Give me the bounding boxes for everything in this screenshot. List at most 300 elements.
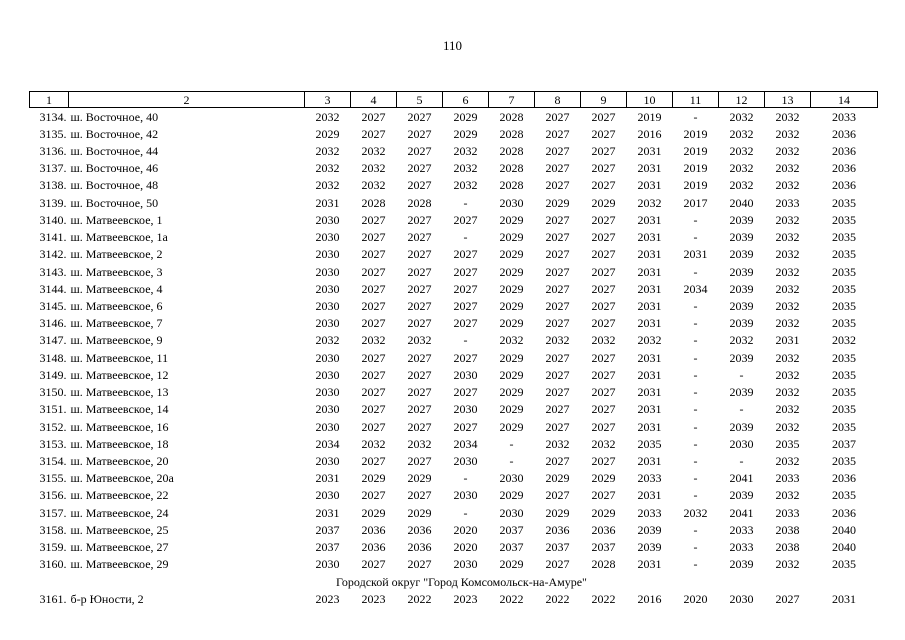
year-cell: 2035 [832, 385, 856, 400]
year-cell: 2039 [729, 557, 754, 572]
year-cell: - [693, 471, 698, 486]
table-row [30, 556, 878, 573]
year-cell: 2027 [407, 178, 432, 193]
year-cell: - [739, 367, 744, 382]
year-cell: 2029 [499, 419, 524, 434]
row-number: 3143. [39, 264, 67, 279]
row-number: 3145. [39, 299, 67, 314]
year-cell: 2032 [775, 299, 800, 314]
year-cell: 2032 [637, 333, 662, 348]
year-cell: 2032 [729, 109, 754, 124]
year-cell: 2022 [407, 591, 432, 606]
year-cell: 2027 [361, 264, 386, 279]
year-cell: 2031 [637, 299, 662, 314]
year-cell: 2027 [545, 316, 570, 331]
year-cell: 2029 [499, 402, 524, 417]
year-cell: 2035 [832, 557, 856, 572]
year-cell: 2032 [775, 212, 800, 227]
year-cell: 2033 [637, 505, 662, 520]
year-cell: 2027 [407, 453, 432, 468]
table-row [30, 142, 878, 159]
data-table [29, 91, 878, 607]
column-header: 1 [30, 92, 69, 108]
year-cell: 2022 [499, 591, 524, 606]
table-body [30, 108, 878, 608]
row-number: 3144. [39, 281, 67, 296]
row-address: ш. Матвеевское, 27 [70, 540, 169, 555]
year-cell: 2030 [315, 316, 340, 331]
year-cell: 2033 [729, 540, 754, 555]
year-cell: 2027 [407, 281, 432, 296]
row-address: ш. Восточное, 44 [70, 144, 159, 159]
year-cell: 2040 [832, 522, 856, 537]
column-header: 7 [489, 92, 535, 108]
year-cell: 2022 [545, 591, 570, 606]
year-cell: 2016 [637, 126, 662, 141]
row-number: 3138. [39, 178, 67, 193]
row-number: 3155. [39, 471, 67, 486]
year-cell: 2027 [407, 144, 432, 159]
year-cell: 2029 [499, 367, 524, 382]
year-cell: 2027 [591, 264, 616, 279]
year-cell: 2032 [545, 333, 570, 348]
year-cell: 2032 [453, 178, 478, 193]
section-row [30, 573, 878, 590]
year-cell: 2019 [683, 144, 708, 159]
year-cell: 2027 [407, 247, 432, 262]
year-cell: - [693, 333, 698, 348]
table-row [30, 125, 878, 142]
year-cell: 2029 [499, 230, 524, 245]
row-number: 3134. [39, 109, 67, 124]
year-cell: 2032 [361, 333, 386, 348]
table-row [30, 538, 878, 555]
row-number: 3153. [39, 436, 67, 451]
row-number: 3146. [39, 316, 67, 331]
year-cell: 2027 [591, 178, 616, 193]
row-number: 3159. [39, 540, 67, 555]
year-cell: 2035 [832, 453, 856, 468]
year-cell: 2029 [591, 195, 616, 210]
year-cell: 2032 [591, 436, 616, 451]
row-number: 3160. [39, 557, 67, 572]
year-cell: 2039 [729, 281, 754, 296]
year-cell: 2029 [453, 126, 478, 141]
row-number: 3141. [39, 230, 67, 245]
row-number: 3156. [39, 488, 67, 503]
year-cell: 2022 [591, 591, 616, 606]
year-cell: 2035 [832, 281, 856, 296]
year-cell: 2027 [545, 385, 570, 400]
year-cell: 2031 [637, 161, 662, 176]
year-cell: 2027 [407, 109, 432, 124]
year-cell: 2031 [315, 195, 340, 210]
year-cell: 2030 [499, 471, 524, 486]
year-cell: 2029 [499, 247, 524, 262]
table-row [30, 521, 878, 538]
year-cell: 2032 [775, 367, 800, 382]
year-cell: 2032 [545, 436, 570, 451]
year-cell: 2027 [407, 350, 432, 365]
table-row [30, 435, 878, 452]
year-cell: 2034 [315, 436, 340, 451]
year-cell: 2032 [775, 385, 800, 400]
year-cell: 2032 [775, 557, 800, 572]
year-cell: 2027 [407, 488, 432, 503]
table-row [30, 504, 878, 521]
year-cell: 2030 [315, 385, 340, 400]
year-cell: 2027 [591, 126, 616, 141]
year-cell: 2027 [591, 402, 616, 417]
year-cell: 2027 [407, 402, 432, 417]
year-cell: 2027 [361, 126, 386, 141]
year-cell: 2029 [499, 212, 524, 227]
year-cell: 2028 [361, 195, 386, 210]
year-cell: 2040 [832, 540, 856, 555]
table-header [30, 92, 878, 108]
year-cell: 2031 [637, 402, 662, 417]
year-cell: 2032 [775, 281, 800, 296]
year-cell: 2027 [453, 247, 478, 262]
year-cell: 2039 [729, 385, 754, 400]
year-cell: 2027 [591, 488, 616, 503]
year-cell: 2028 [499, 144, 524, 159]
year-cell: 2031 [637, 419, 662, 434]
year-cell: 2035 [832, 247, 856, 262]
row-address: ш. Матвеевское, 24 [70, 505, 169, 520]
year-cell: - [693, 385, 698, 400]
year-cell: 2027 [361, 212, 386, 227]
year-cell: 2031 [637, 247, 662, 262]
year-cell: 2027 [453, 299, 478, 314]
table-row [30, 401, 878, 418]
year-cell: 2035 [832, 350, 856, 365]
table-row [30, 470, 878, 487]
year-cell: 2029 [407, 471, 432, 486]
year-cell: 2032 [407, 333, 432, 348]
table-row [30, 366, 878, 383]
year-cell: 2030 [315, 212, 340, 227]
row-address: ш. Матвеевское, 14 [70, 402, 169, 417]
year-cell: 2028 [591, 557, 616, 572]
row-address: ш. Матвеевское, 1 [70, 212, 163, 227]
row-address: ш. Матвеевское, 16 [70, 419, 169, 434]
year-cell: 2036 [832, 178, 856, 193]
row-number: 3149. [39, 367, 67, 382]
table-row [30, 332, 878, 349]
year-cell: 2032 [775, 419, 800, 434]
year-cell: 2037 [591, 540, 616, 555]
year-cell: 2029 [407, 505, 432, 520]
year-cell: 2027 [591, 367, 616, 382]
row-address: ш. Матвеевское, 29 [70, 557, 169, 572]
year-cell: 2027 [545, 178, 570, 193]
year-cell: 2027 [591, 299, 616, 314]
year-cell: - [463, 333, 468, 348]
year-cell: 2032 [775, 316, 800, 331]
year-cell: 2031 [637, 264, 662, 279]
year-cell: 2036 [832, 471, 856, 486]
year-cell: 2030 [499, 195, 524, 210]
year-cell: 2032 [729, 178, 754, 193]
year-cell: 2027 [545, 402, 570, 417]
row-number: 3135. [39, 126, 67, 141]
year-cell: 2035 [832, 488, 856, 503]
year-cell: 2029 [361, 505, 386, 520]
year-cell: 2016 [637, 591, 662, 606]
year-cell: 2027 [361, 385, 386, 400]
row-number: 3136. [39, 144, 67, 159]
year-cell: - [693, 557, 698, 572]
year-cell: 2033 [775, 195, 800, 210]
year-cell: 2029 [499, 488, 524, 503]
year-cell: 2032 [683, 505, 708, 520]
row-address: ш. Восточное, 48 [70, 178, 159, 193]
year-cell: 2027 [591, 316, 616, 331]
year-cell: - [693, 436, 698, 451]
year-cell: - [693, 488, 698, 503]
year-cell: - [463, 471, 468, 486]
year-cell: 2020 [453, 540, 478, 555]
year-cell: 2038 [775, 522, 800, 537]
year-cell: 2031 [315, 505, 340, 520]
year-cell: 2029 [499, 385, 524, 400]
year-cell: 2027 [361, 316, 386, 331]
column-header: 5 [397, 92, 443, 108]
year-cell: 2030 [453, 402, 478, 417]
row-address: ш. Восточное, 50 [70, 195, 159, 210]
year-cell: 2032 [775, 126, 800, 141]
year-cell: 2027 [591, 109, 616, 124]
table-row [30, 349, 878, 366]
year-cell: 2032 [775, 230, 800, 245]
year-cell: 2027 [453, 212, 478, 227]
year-cell: - [463, 505, 468, 520]
year-cell: 2036 [407, 522, 432, 537]
year-cell: 2027 [361, 109, 386, 124]
year-cell: 2033 [775, 471, 800, 486]
year-cell: 2027 [545, 161, 570, 176]
year-cell: 2028 [499, 161, 524, 176]
year-cell: 2027 [453, 385, 478, 400]
year-cell: 2027 [407, 264, 432, 279]
row-address: ш. Матвеевское, 9 [70, 333, 163, 348]
column-header: 6 [443, 92, 489, 108]
year-cell: - [693, 522, 698, 537]
year-cell: 2032 [729, 126, 754, 141]
year-cell: 2030 [729, 591, 754, 606]
year-cell: 2030 [315, 488, 340, 503]
year-cell: 2035 [832, 299, 856, 314]
year-cell: 2036 [832, 126, 856, 141]
table-row [30, 177, 878, 194]
year-cell: - [693, 419, 698, 434]
year-cell: 2029 [591, 505, 616, 520]
year-cell: 2035 [832, 264, 856, 279]
year-cell: 2032 [775, 402, 800, 417]
section-title: Городской округ "Город Комсомольск-на-Амуре" [336, 574, 587, 589]
year-cell: 2027 [591, 281, 616, 296]
row-address: ш. Матвеевское, 1а [70, 230, 168, 245]
column-header: 10 [627, 92, 673, 108]
row-address: ш. Восточное, 46 [70, 161, 159, 176]
year-cell: 2027 [407, 126, 432, 141]
year-cell: 2031 [683, 247, 708, 262]
year-cell: 2017 [683, 195, 708, 210]
year-cell: 2030 [315, 367, 340, 382]
year-cell: - [693, 540, 698, 555]
year-cell: 2039 [637, 522, 662, 537]
year-cell: 2029 [499, 299, 524, 314]
year-cell: 2027 [407, 385, 432, 400]
column-header: 8 [535, 92, 581, 108]
year-cell: 2032 [832, 333, 856, 348]
year-cell: 2035 [832, 195, 856, 210]
column-header: 11 [673, 92, 719, 108]
year-cell: 2027 [545, 453, 570, 468]
row-number: 3161. [39, 591, 67, 606]
year-cell: 2028 [499, 178, 524, 193]
year-cell: - [509, 453, 514, 468]
table-row [30, 280, 878, 297]
row-number: 3158. [39, 522, 67, 537]
year-cell: 2032 [775, 264, 800, 279]
year-cell: 2032 [315, 333, 340, 348]
year-cell: 2027 [545, 264, 570, 279]
year-cell: 2027 [453, 281, 478, 296]
year-cell: 2038 [775, 540, 800, 555]
year-cell: 2029 [453, 109, 478, 124]
year-cell: 2027 [361, 402, 386, 417]
year-cell: 2037 [545, 540, 570, 555]
year-cell: 2031 [637, 230, 662, 245]
year-cell: 2030 [315, 402, 340, 417]
year-cell: 2030 [315, 264, 340, 279]
year-cell: 2035 [775, 436, 800, 451]
year-cell: 2033 [832, 109, 856, 124]
row-number: 3148. [39, 350, 67, 365]
year-cell: 2032 [775, 247, 800, 262]
table-row [30, 452, 878, 469]
year-cell: 2036 [832, 161, 856, 176]
year-cell: 2027 [361, 367, 386, 382]
row-number: 3152. [39, 419, 67, 434]
year-cell: 2027 [591, 230, 616, 245]
year-cell: - [693, 402, 698, 417]
year-cell: 2031 [637, 557, 662, 572]
year-cell: 2020 [683, 591, 708, 606]
year-cell: 2037 [832, 436, 856, 451]
year-cell: - [693, 367, 698, 382]
year-cell: 2036 [832, 505, 856, 520]
table-row [30, 384, 878, 401]
year-cell: 2030 [453, 453, 478, 468]
year-cell: 2020 [453, 522, 478, 537]
year-cell: - [693, 109, 698, 124]
table-row [30, 194, 878, 211]
row-number: 3140. [39, 212, 67, 227]
year-cell: 2027 [453, 316, 478, 331]
year-cell: 2027 [545, 212, 570, 227]
year-cell: 2032 [407, 436, 432, 451]
row-address: ш. Матвеевское, 3 [70, 264, 163, 279]
year-cell: 2027 [361, 453, 386, 468]
year-cell: 2039 [729, 212, 754, 227]
year-cell: 2027 [545, 126, 570, 141]
year-cell: - [693, 212, 698, 227]
year-cell: 2039 [729, 419, 754, 434]
row-number: 3157. [39, 505, 67, 520]
year-cell: - [509, 436, 514, 451]
year-cell: 2027 [407, 230, 432, 245]
row-address: ш. Матвеевское, 7 [70, 316, 163, 331]
year-cell: 2037 [315, 540, 340, 555]
year-cell: 2019 [683, 178, 708, 193]
year-cell: 2027 [453, 350, 478, 365]
year-cell: 2037 [499, 540, 524, 555]
year-cell: 2035 [637, 436, 662, 451]
year-cell: 2028 [407, 195, 432, 210]
year-cell: 2032 [591, 333, 616, 348]
year-cell: 2027 [591, 385, 616, 400]
year-cell: 2035 [832, 419, 856, 434]
year-cell: 2029 [545, 195, 570, 210]
year-cell: 2031 [637, 453, 662, 468]
year-cell: 2032 [775, 453, 800, 468]
year-cell: 2039 [729, 247, 754, 262]
year-cell: 2027 [407, 419, 432, 434]
year-cell: 2031 [637, 385, 662, 400]
year-cell: 2027 [361, 299, 386, 314]
year-cell: - [693, 350, 698, 365]
year-cell: 2027 [591, 453, 616, 468]
year-cell: 2035 [832, 402, 856, 417]
year-cell: 2029 [315, 126, 340, 141]
year-cell: 2031 [775, 333, 800, 348]
year-cell: 2032 [499, 333, 524, 348]
year-cell: 2032 [453, 161, 478, 176]
year-cell: 2032 [315, 144, 340, 159]
year-cell: 2034 [453, 436, 478, 451]
table-row [30, 315, 878, 332]
year-cell: 2040 [729, 195, 754, 210]
year-cell: 2041 [729, 471, 754, 486]
row-number: 3139. [39, 195, 67, 210]
table-row [30, 160, 878, 177]
year-cell: 2030 [315, 247, 340, 262]
year-cell: 2036 [591, 522, 616, 537]
year-cell: 2028 [499, 126, 524, 141]
row-number: 3150. [39, 385, 67, 400]
year-cell: 2029 [499, 264, 524, 279]
year-cell: 2036 [361, 540, 386, 555]
year-cell: 2027 [545, 247, 570, 262]
year-cell: 2031 [637, 178, 662, 193]
year-cell: 2036 [361, 522, 386, 537]
year-cell: 2036 [832, 144, 856, 159]
table-row [30, 590, 878, 607]
year-cell: 2032 [315, 178, 340, 193]
year-cell: 2031 [637, 350, 662, 365]
year-cell: - [463, 230, 468, 245]
year-cell: 2039 [729, 264, 754, 279]
row-address: ш. Восточное, 42 [70, 126, 159, 141]
year-cell: - [693, 299, 698, 314]
year-cell: 2032 [361, 436, 386, 451]
year-cell: 2033 [775, 505, 800, 520]
year-cell: 2030 [499, 505, 524, 520]
year-cell: 2031 [637, 367, 662, 382]
